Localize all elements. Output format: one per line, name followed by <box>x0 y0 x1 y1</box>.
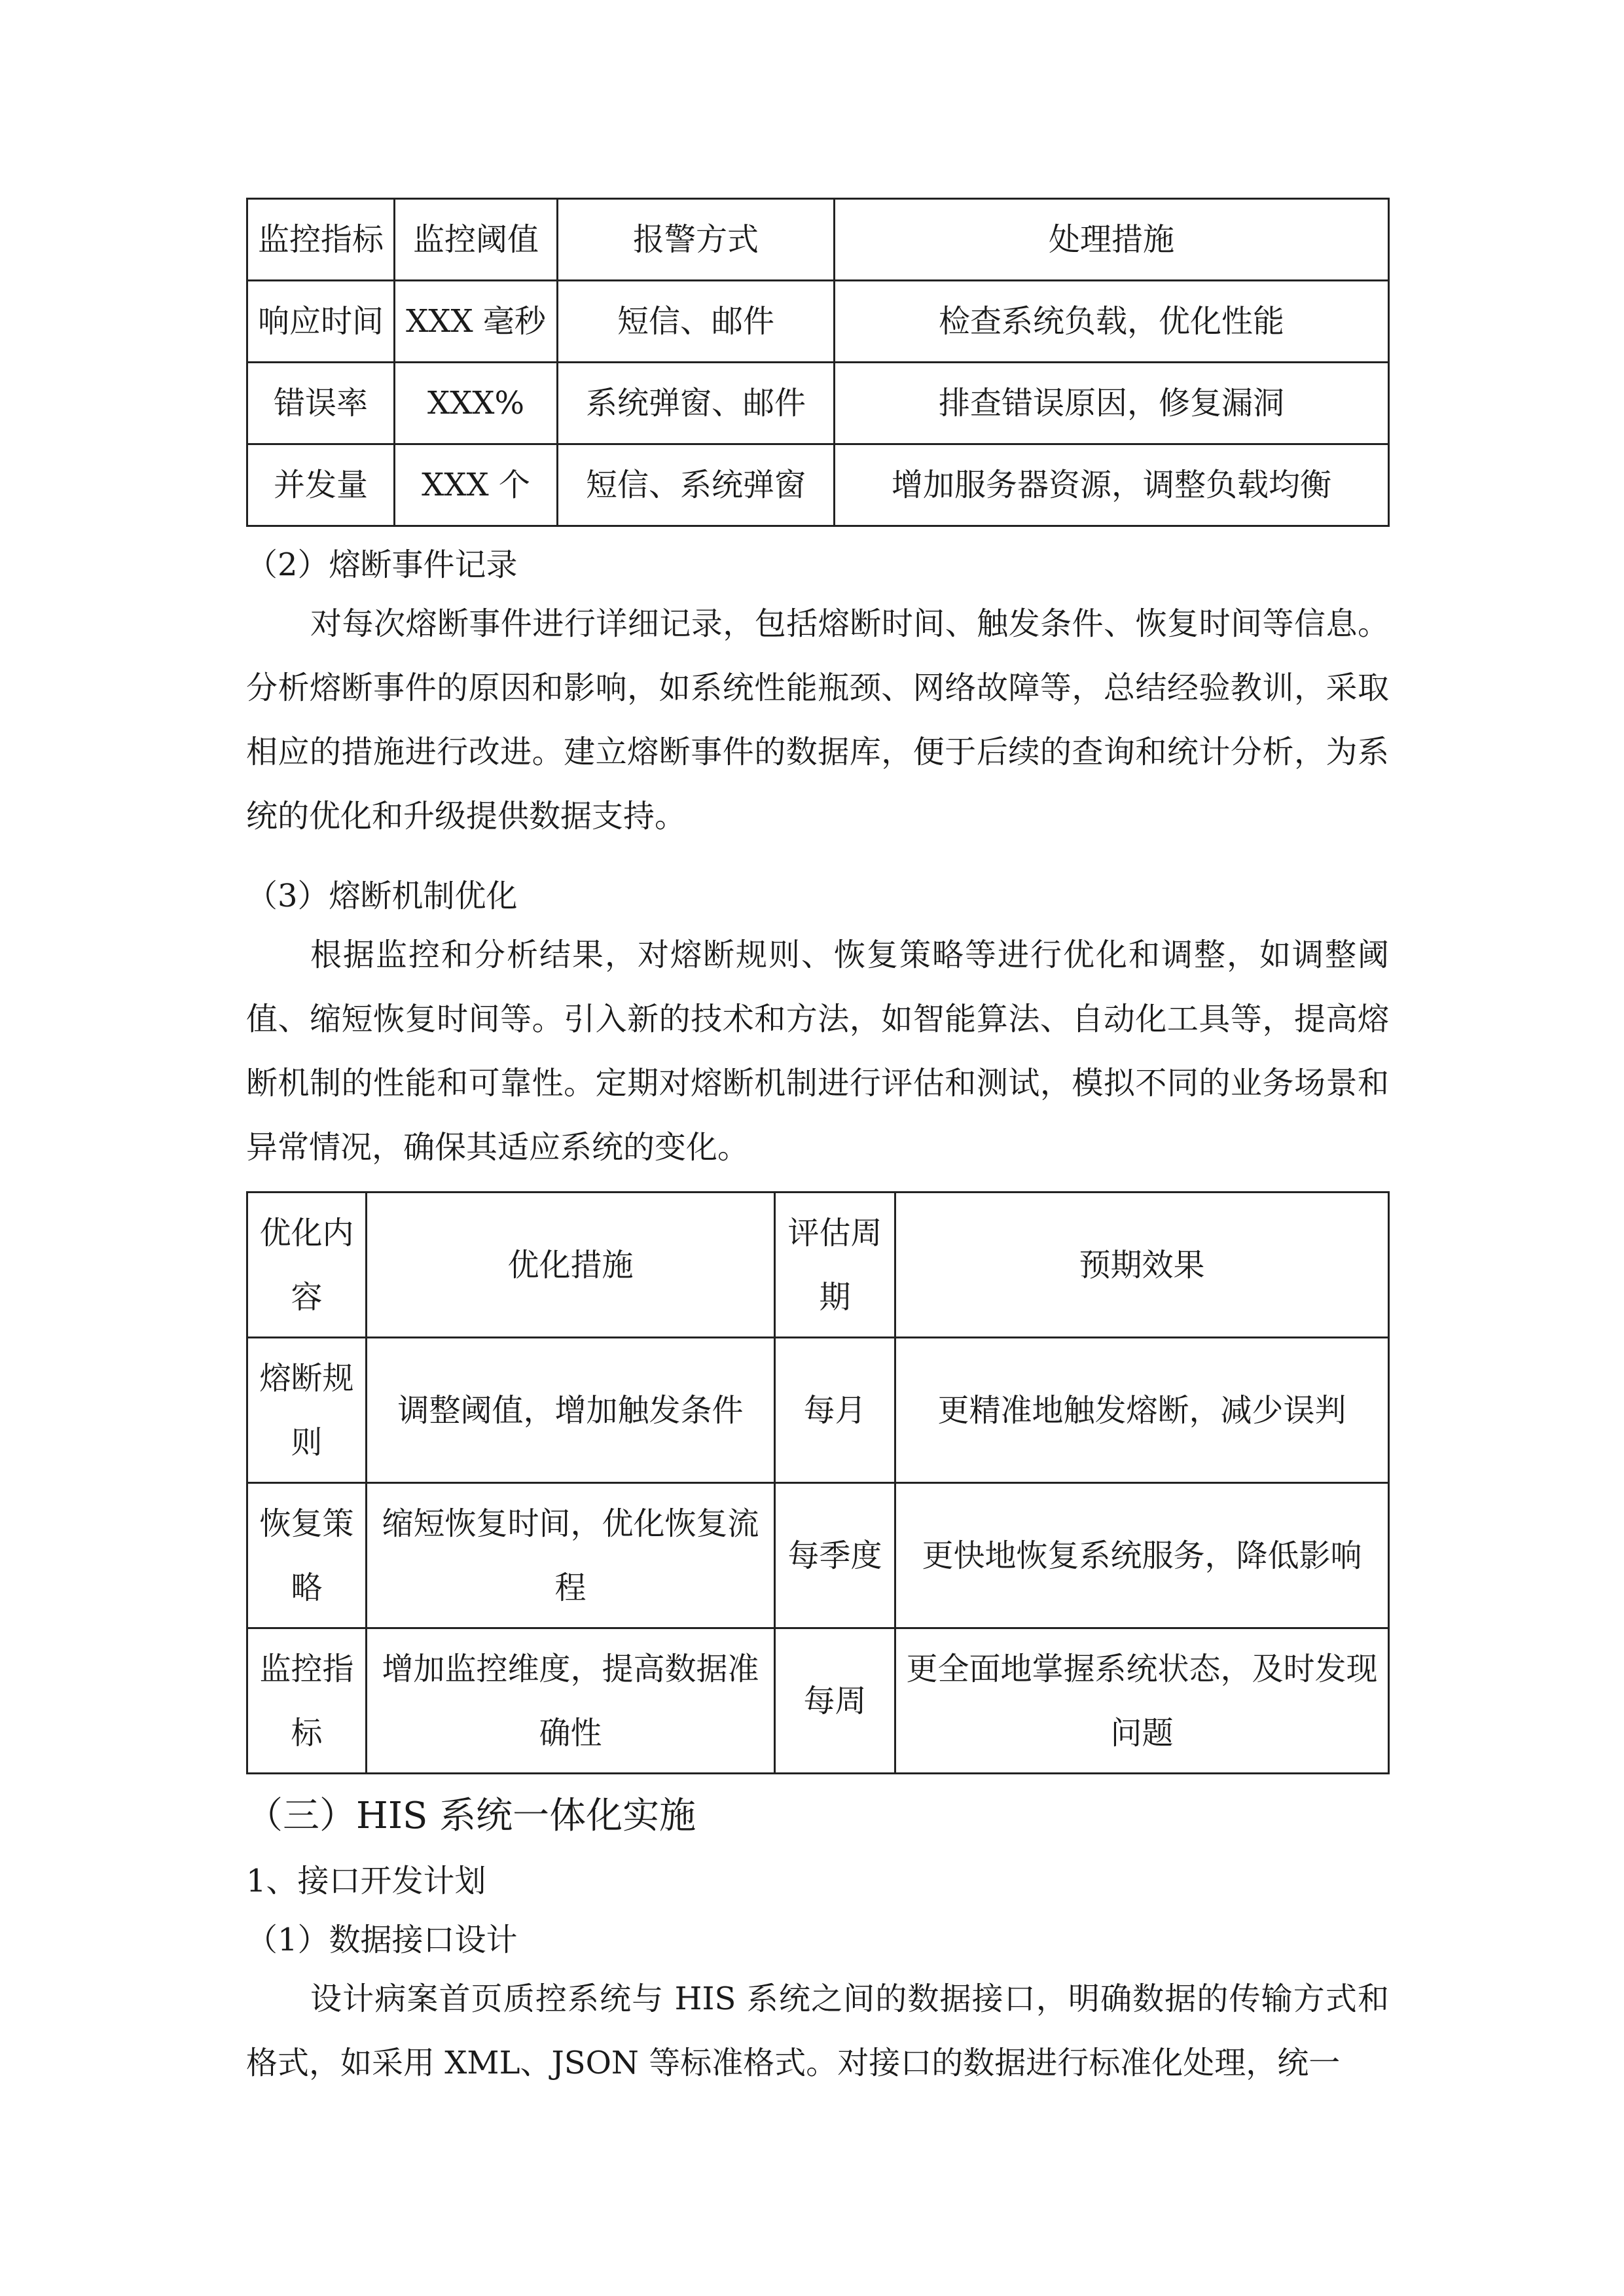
table-cell: 系统弹窗、邮件 <box>558 363 835 444</box>
table-header-cell: 监控指标 <box>247 199 395 281</box>
cell-text: 优化内容 <box>259 1214 354 1316</box>
subheading-interface-plan: 1、接口开发计划 <box>246 1863 486 1899</box>
part-title-his-integration: （三）HIS 系统一体化实施 <box>246 1795 696 1837</box>
table-cell: 响应时间 <box>247 281 395 363</box>
table-cell: 每季度 <box>775 1483 895 1628</box>
table-cell: 错误率 <box>247 363 395 444</box>
optimization-table <box>246 1191 1390 1774</box>
table-header-cell: 优化措施 <box>367 1193 775 1338</box>
table-header-cell <box>775 1193 895 1338</box>
cell-text: 评估周期 <box>787 1214 882 1316</box>
table-cell: 短信、邮件 <box>558 281 835 363</box>
table-row <box>247 1338 1389 1483</box>
table-row <box>247 444 1389 526</box>
table-header-cell: 处理措施 <box>835 199 1389 281</box>
table-cell: 增加服务器资源，调整负载均衡 <box>835 444 1389 526</box>
table-cell: 更精准地触发熔断，减少误判 <box>895 1338 1389 1483</box>
table-header-cell: 预期效果 <box>895 1193 1389 1338</box>
paragraph-circuit-optimization: 根据监控和分析结果，对熔断规则、恢复策略等进行优化和调整，如调整阈值、缩短恢复时间等。引入新的技术和方法，如智能算法、自动化工具等，提高熔断机制的性能和可靠性。定期对熔断机制进行评估和测试，模拟不同的业务场景和异常情况，确保其适应系统的变化。 <box>246 937 1389 1166</box>
table-cell: 缩短恢复时间，优化恢复流程 <box>367 1483 775 1628</box>
table-cell: 每月 <box>775 1338 895 1483</box>
table-cell: 短信、系统弹窗 <box>558 444 835 526</box>
table-cell: XXX 毫秒 <box>395 281 558 363</box>
table-header-row <box>247 199 1389 281</box>
section-heading-circuit-events: （2）熔断事件记录 <box>246 547 518 583</box>
table-cell: 并发量 <box>247 444 395 526</box>
table-cell: 恢复策略 <box>247 1483 367 1628</box>
monitoring-table <box>246 198 1390 527</box>
table-header-cell: 监控阈值 <box>395 199 558 281</box>
table-cell: 每周 <box>775 1628 895 1774</box>
table-row <box>247 1628 1389 1774</box>
table-cell: XXX 个 <box>395 444 558 526</box>
table-row <box>247 281 1389 363</box>
table-header-cell <box>247 1193 367 1338</box>
table-header-cell: 报警方式 <box>558 199 835 281</box>
paragraph-data-interface-design: 设计病案首页质控系统与 HIS 系统之间的数据接口，明确数据的传输方式和格式，如采用 XML、JSON 等标准格式。对接口的数据进行标准化处理，统一 <box>246 1981 1389 2081</box>
table-row <box>247 363 1389 444</box>
table-cell: 增加监控维度，提高数据准确性 <box>367 1628 775 1774</box>
table-cell: 监控指标 <box>247 1628 367 1774</box>
table-row <box>247 1483 1389 1628</box>
table-cell: XXX% <box>395 363 558 444</box>
table-cell: 更快地恢复系统服务，降低影响 <box>895 1483 1389 1628</box>
section-heading-circuit-optimization: （3）熔断机制优化 <box>246 878 518 914</box>
table-header-row <box>247 1193 1389 1338</box>
table-cell: 更全面地掌握系统状态，及时发现问题 <box>895 1628 1389 1774</box>
paragraph-circuit-events: 对每次熔断事件进行详细记录，包括熔断时间、触发条件、恢复时间等信息。分析熔断事件的原因和影响，如系统性能瓶颈、网络故障等，总结经验教训，采取相应的措施进行改进。建立熔断事件的数据库，便于后续的查询和统计分析，为系统的优化和升级提供数据支持。 <box>246 605 1389 834</box>
table-cell: 检查系统负载，优化性能 <box>835 281 1389 363</box>
table-cell: 调整阈值，增加触发条件 <box>367 1338 775 1483</box>
subheading-data-interface-design: （1）数据接口设计 <box>246 1922 518 1958</box>
table-cell: 排查错误原因，修复漏洞 <box>835 363 1389 444</box>
table-cell: 熔断规则 <box>247 1338 367 1483</box>
